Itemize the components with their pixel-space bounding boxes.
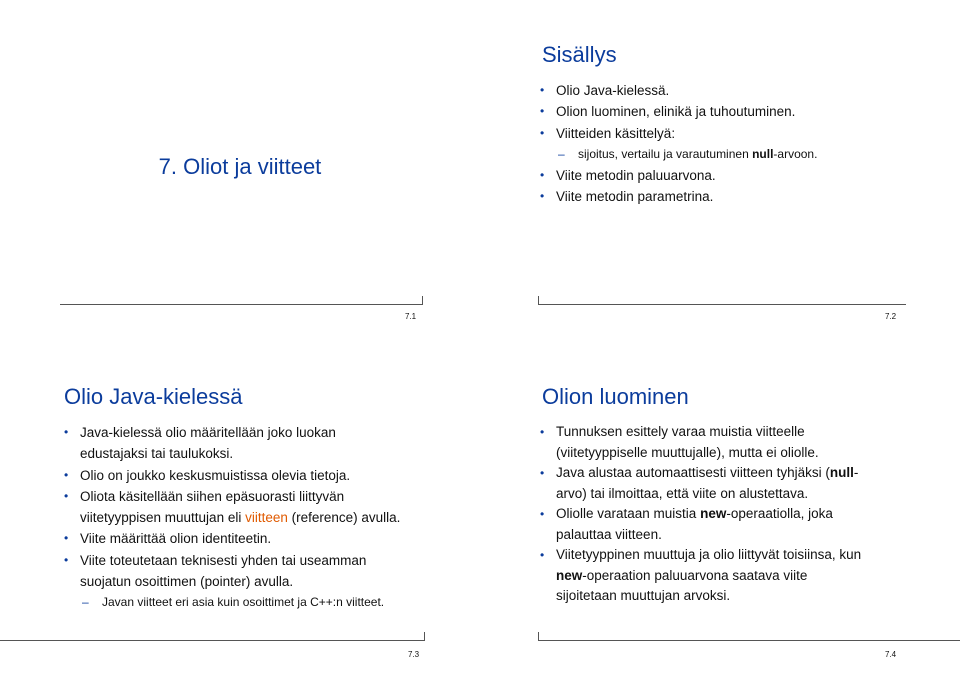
bullet-list [62, 422, 400, 614]
slide-title: Olio Java-kielessä [64, 384, 243, 409]
line: (viitetyyppiselle muuttujalle), mutta ei oliolle. [556, 444, 819, 460]
list-item [538, 422, 861, 463]
line: Viitetyyppinen muuttuja ja olio liittyvät toisiinsa, kun [556, 547, 862, 562]
keyword-null: null [829, 465, 854, 480]
sub-text-end: -arvoon. [773, 146, 818, 161]
list-item: • Olio on joukko keskusmuistissa olevia tietoja. [62, 465, 400, 486]
line-end: -operaation paluuarvona saatava viite [582, 567, 808, 583]
line: viitetyyppisen muuttujan eli [80, 510, 246, 526]
list-item [538, 123, 817, 166]
page-number: 7.2 [885, 312, 897, 321]
line: Viite toteutetaan teknisesti yhden tai useamman [80, 552, 367, 568]
slide-title: Olion luominen [542, 384, 689, 409]
line: palauttaa viitteen. [556, 526, 662, 542]
list-item [538, 545, 861, 607]
line: edustajaksi tai taulukoksi. [80, 446, 234, 462]
list-item: • Viite metodin parametrina. [538, 186, 817, 207]
list-item [62, 486, 400, 529]
line-end: - [853, 465, 859, 480]
sub-text: sijoitus, vertailu ja varautuminen [578, 146, 753, 161]
sub-list [82, 592, 400, 613]
slide-7-3 [0, 344, 480, 684]
line: Java alustaa automaattisesti viitteen tyhjäksi ( [556, 465, 830, 480]
footer-rule [538, 640, 960, 641]
line: Oliolle varataan muistia [556, 506, 701, 521]
sub-list-item: – Javan viitteet eri asia kuin osoittimet ja C++:n viitteet. [82, 592, 400, 613]
list-item: • Viite metodin paluuarvona. [538, 165, 817, 186]
list-item [538, 463, 861, 504]
sub-list-item [558, 144, 817, 165]
contents-list [538, 80, 817, 208]
list-item: • Olion luominen, elinikä ja tuhoutuminen. [538, 101, 817, 122]
line-end: (reference) avulla. [287, 510, 401, 526]
footer-rule-tick [424, 632, 425, 641]
footer-rule-tick [422, 296, 423, 305]
line: sijoitetaan muuttujan arvoksi. [556, 588, 731, 603]
sub-list [558, 144, 817, 165]
slide-title: Sisällys [542, 42, 617, 67]
line: Java-kielessä olio määritellään joko luokan [80, 425, 336, 440]
slide-7-1 [0, 0, 480, 322]
page-number: 7.1 [405, 312, 417, 321]
list-item [62, 550, 400, 614]
keyword-new: new [700, 506, 727, 521]
footer-rule [0, 640, 425, 641]
page-number: 7.3 [408, 650, 420, 659]
chapter-title: 7. Oliot ja viitteet [158, 154, 322, 179]
line: Oliota käsitellään siihen epäsuorasti liittyvän [80, 488, 345, 504]
list-item [538, 504, 861, 545]
slide-7-2 [480, 0, 960, 322]
list-item-label: Viitteiden käsittelyä: [556, 125, 676, 141]
highlighted-term: viitteen [245, 510, 288, 526]
line: arvo) tai ilmoittaa, että viite on alustettava. [556, 485, 809, 501]
keyword-null: null [752, 146, 774, 161]
footer-rule [538, 304, 906, 305]
footer-rule [60, 304, 423, 305]
line: suojatun osoittimen (pointer) avulla. [80, 574, 294, 590]
line: Tunnuksen esittely varaa muistia viitteelle [556, 424, 805, 439]
page-number: 7.4 [885, 650, 897, 659]
slide-7-4 [480, 344, 960, 684]
bullet-list [538, 422, 861, 607]
list-item: • Viite määrittää olion identiteetin. [62, 528, 400, 549]
line-end: -operaatiolla, joka [726, 506, 833, 521]
list-item: • Olio Java-kielessä. [538, 80, 817, 101]
list-item [62, 422, 400, 465]
keyword-new: new [556, 567, 583, 583]
